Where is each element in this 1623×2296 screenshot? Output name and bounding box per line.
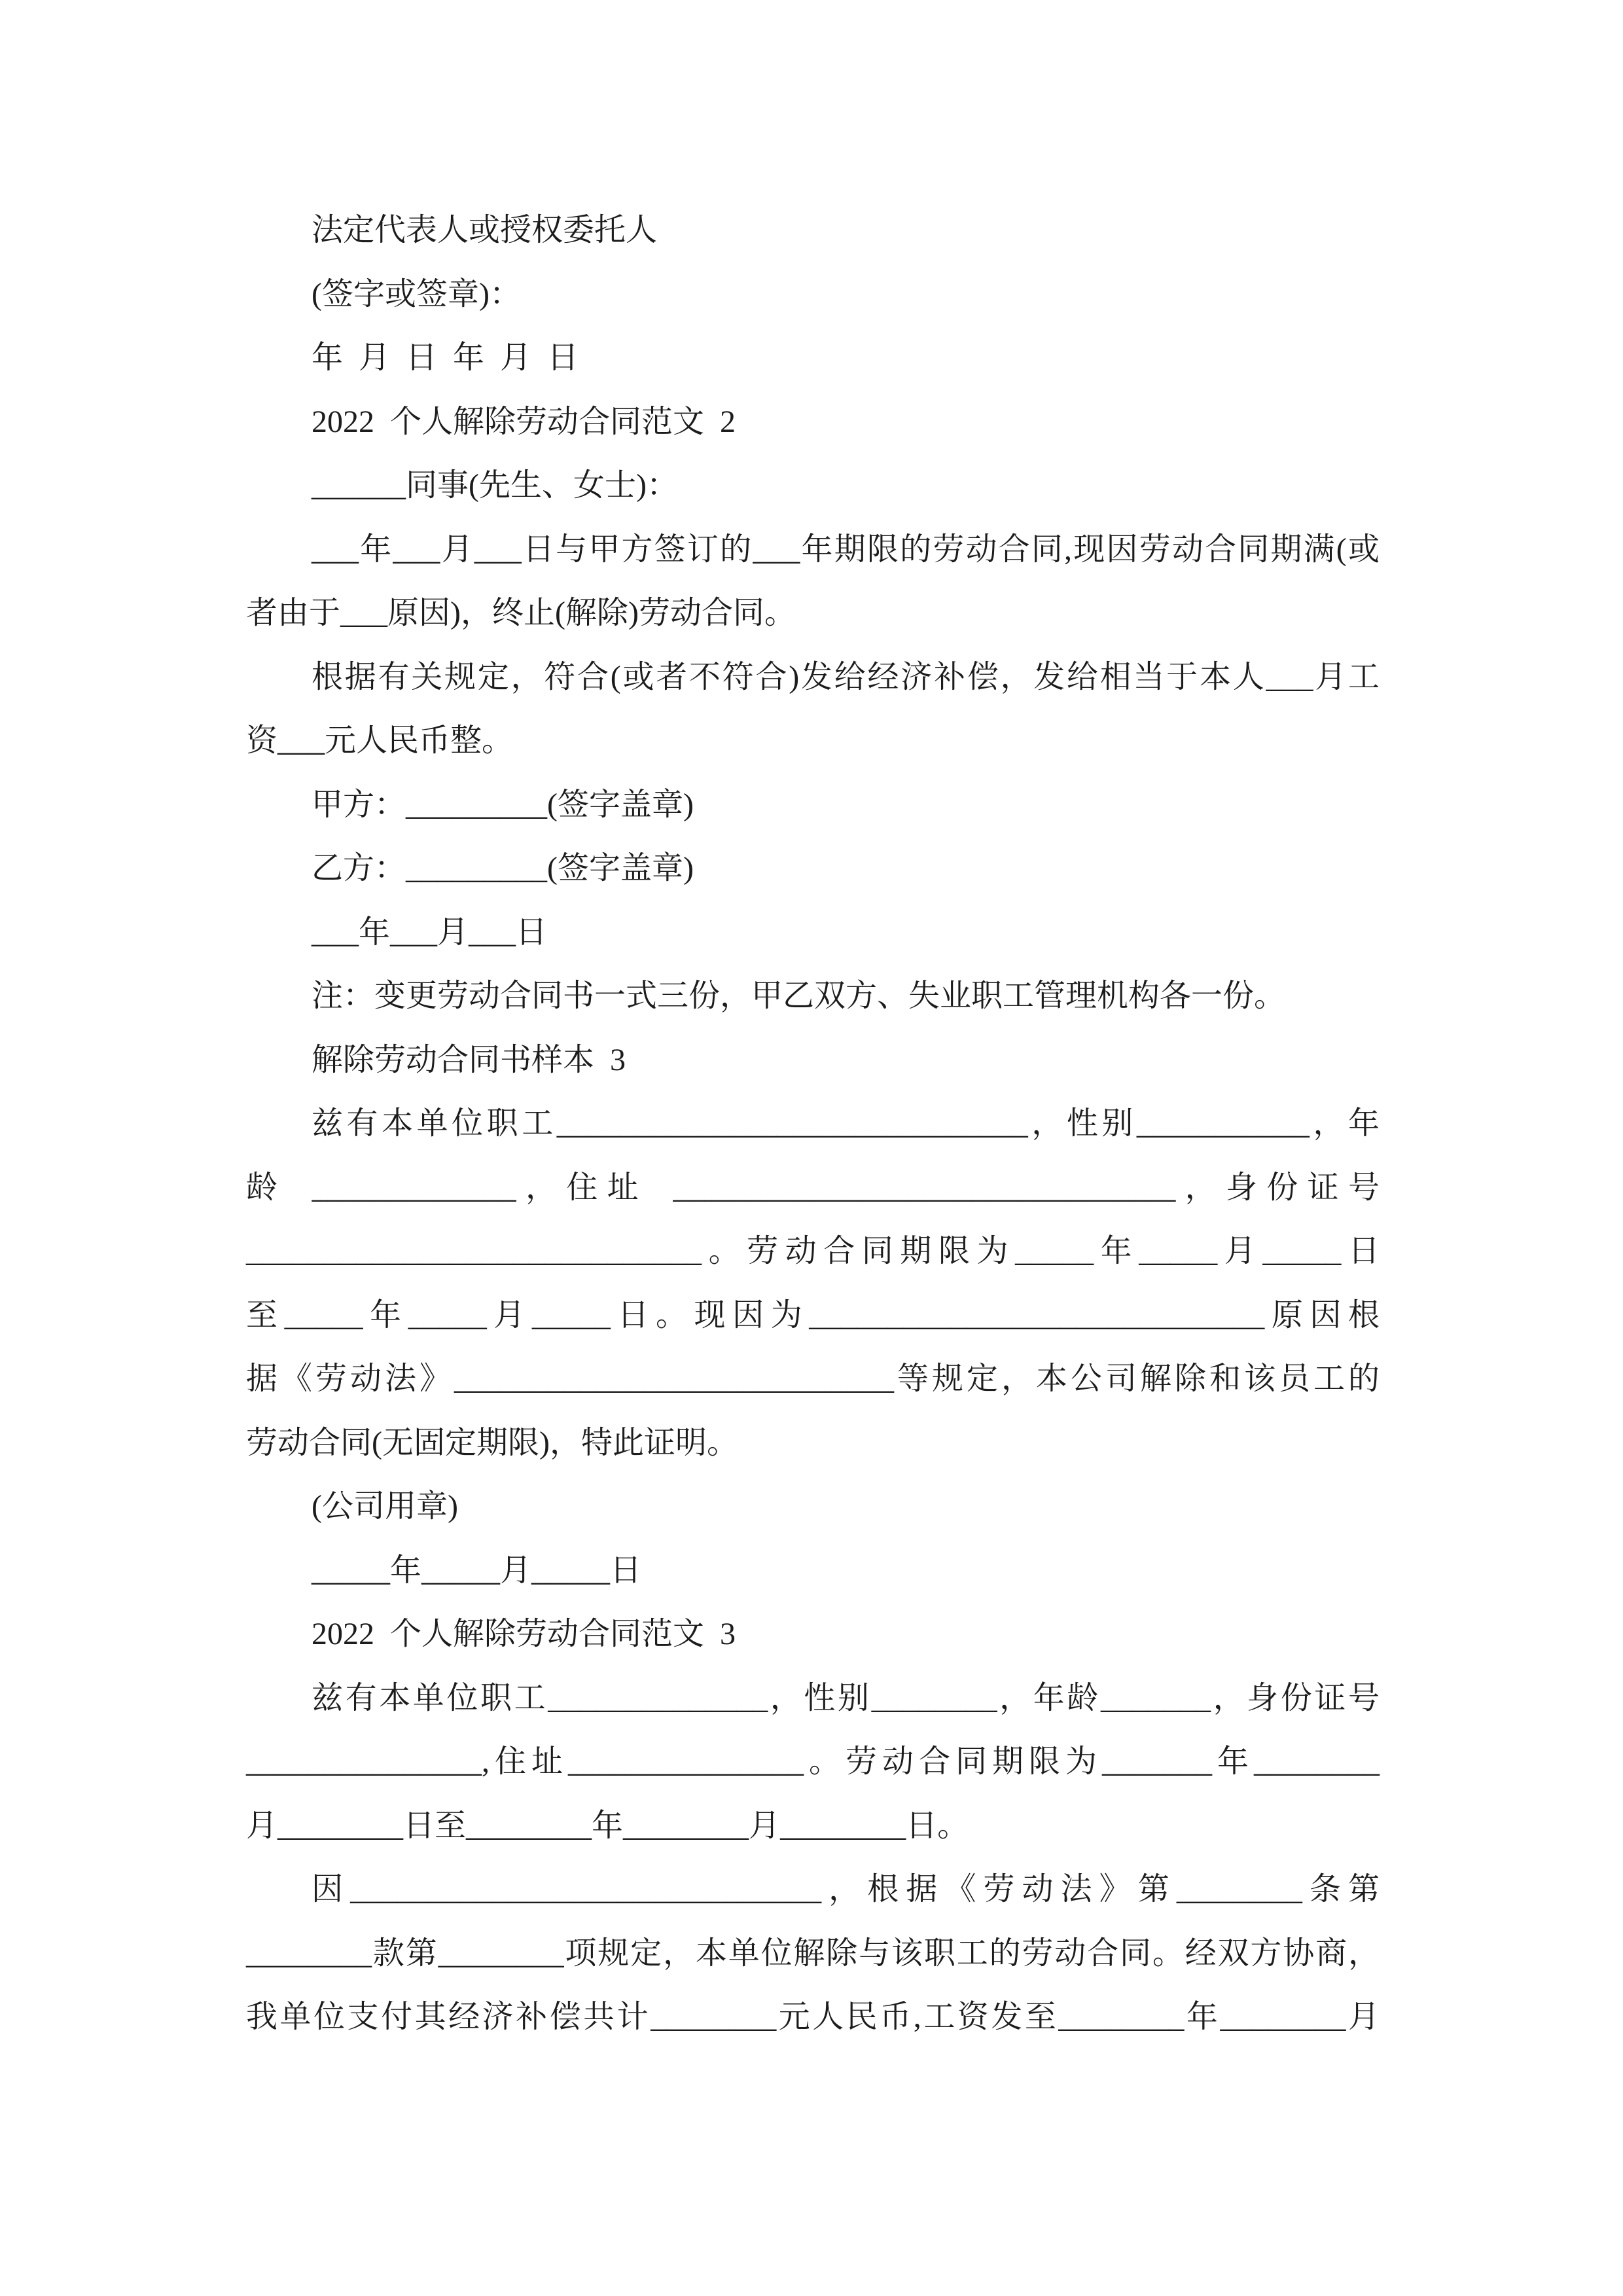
paragraph-line: 资___元人民币整。 — [246, 723, 514, 758]
section-title-sample-3: 2022 个人解除劳动合同范文 3 — [312, 1617, 736, 1651]
paragraph-line: ___年___月___日与甲方签订的___年期限的劳动合同,现因劳动合同期满(或 — [312, 531, 1380, 567]
blank-field: _______ — [1101, 1744, 1212, 1779]
paragraph-line: 龄 _____________，住址 ________________________________，身份证号 — [246, 1170, 1380, 1205]
blank-field: _____ — [408, 1297, 487, 1333]
paragraph-line: 月________日至________年________月________日。 — [246, 1808, 969, 1843]
blank-field: _________ — [406, 787, 548, 822]
blank-field: _____ — [531, 1297, 611, 1333]
blank-field: ___ — [340, 596, 388, 630]
blank-field: ___ — [393, 531, 440, 567]
blank-field: ________ — [1220, 2000, 1346, 2034]
blank-field: ___ — [474, 531, 522, 567]
blank-field: ________ — [1253, 1744, 1380, 1779]
blank-field: ___ — [1266, 659, 1313, 694]
blank-field: ________ — [246, 1935, 372, 1971]
section-title-template-3: 解除劳动合同书样本 3 — [312, 1042, 626, 1077]
paragraph-line: _______________,住址_______________。劳动合同期限为_______年________ — [246, 1744, 1380, 1779]
paragraph-line: ________款第________项规定，本单位解除与该职工的劳动合同。经双方协商， — [246, 1935, 1380, 1971]
blank-field: _____ — [1262, 1234, 1342, 1268]
paragraph-line: 根据有关规定，符合(或者不符合)发给经济补偿，发给相当于本人___月工 — [312, 659, 1380, 694]
blank-field: _____ — [312, 1552, 390, 1588]
date-line: ___年___月___日 — [312, 914, 548, 950]
blank-field: ________ — [623, 1808, 749, 1843]
blank-field: ________ — [466, 1808, 592, 1843]
date-line: _____年_____月_____日 — [312, 1552, 642, 1588]
paragraph-line: _____________________________。劳动合同期限为_____年_____月_____日 — [246, 1234, 1380, 1268]
blank-field: ___ — [277, 723, 325, 758]
blank-field: ________ — [1058, 2000, 1185, 2034]
paragraph-line: 者由于___原因)，终止(解除)劳动合同。 — [246, 596, 796, 630]
blank-field: _____________________________ — [809, 1297, 1265, 1333]
blank-field: _____ — [421, 1552, 501, 1588]
blank-field: ___ — [469, 914, 516, 950]
blank-field: ______________________________ — [556, 1106, 1028, 1141]
blank-field: ___________ — [1136, 1106, 1310, 1141]
party-b-signature-line: 乙方：_________(签字盖章) — [312, 851, 694, 886]
paragraph-line: 兹有本单位职工______________，性别________，年龄_______，身份证号 — [312, 1680, 1380, 1715]
paragraph-line: 劳动合同(无固定期限)，特此证明。 — [246, 1425, 738, 1460]
blank-field: ___ — [390, 914, 438, 950]
blank-field: _______________ — [568, 1744, 804, 1779]
legal-representative-label: 法定代表人或授权委托人 — [312, 213, 658, 247]
blank-field: ________ — [871, 1680, 997, 1715]
blank-field: ______________________________ — [350, 1872, 822, 1907]
blank-field: _____________________________ — [246, 1234, 702, 1268]
paragraph-line: 我单位支付其经济补偿共计________元人民币,工资发至________年________月 — [246, 2000, 1380, 2034]
blank-field: _____ — [1139, 1234, 1218, 1268]
blank-field: ________ — [1176, 1872, 1302, 1907]
blank-field: ___ — [312, 531, 359, 567]
blank-field: _____ — [531, 1552, 611, 1588]
party-a-signature-line: 甲方：_________(签字盖章) — [312, 787, 694, 822]
section-title-sample-2: 2022 个人解除劳动合同范文 2 — [312, 404, 736, 439]
blank-field: _________ — [406, 851, 548, 886]
blank-field: ___ — [753, 531, 800, 567]
paragraph-line: 因______________________________，根据《劳动法》第________条第 — [312, 1872, 1380, 1907]
blank-field: _______________ — [246, 1744, 482, 1779]
blank-field: ________ — [651, 2000, 777, 2034]
blank-field: _____ — [284, 1297, 363, 1333]
blank-field: _______ — [1100, 1680, 1211, 1715]
blank-field: ________ — [277, 1808, 404, 1843]
note-line: 注：变更劳动合同书一式三份，甲乙双方、失业职工管理机构各一份。 — [312, 978, 1286, 1013]
paragraph-line: 据《劳动法》____________________________等规定，本公司解除和该员工的 — [246, 1361, 1380, 1396]
blank-field: ___ — [312, 914, 359, 950]
signature-date-line: 年 月 日 年 月 日 — [312, 340, 579, 375]
blank-field: _____________ — [312, 1170, 516, 1205]
blank-field: ________ — [438, 1935, 564, 1971]
blank-field: ______ — [312, 468, 406, 503]
blank-field: _____ — [1015, 1234, 1094, 1268]
salutation-line: ______同事(先生、女士)： — [312, 468, 678, 503]
blank-field: ______________ — [548, 1680, 768, 1715]
company-seal-label: (公司用章) — [312, 1489, 458, 1524]
blank-field: ________ — [780, 1808, 906, 1843]
paragraph-line: 至_____年_____月_____日。现因为_____________________________原因根 — [246, 1297, 1380, 1333]
blank-field: ________________________________ — [673, 1170, 1176, 1205]
blank-field: ____________________________ — [454, 1361, 894, 1396]
signature-label: (签字或签章)： — [312, 276, 521, 312]
document-body — [246, 198, 1380, 2049]
paragraph-line: 兹有本单位职工______________________________，性别___________，年 — [312, 1106, 1380, 1141]
